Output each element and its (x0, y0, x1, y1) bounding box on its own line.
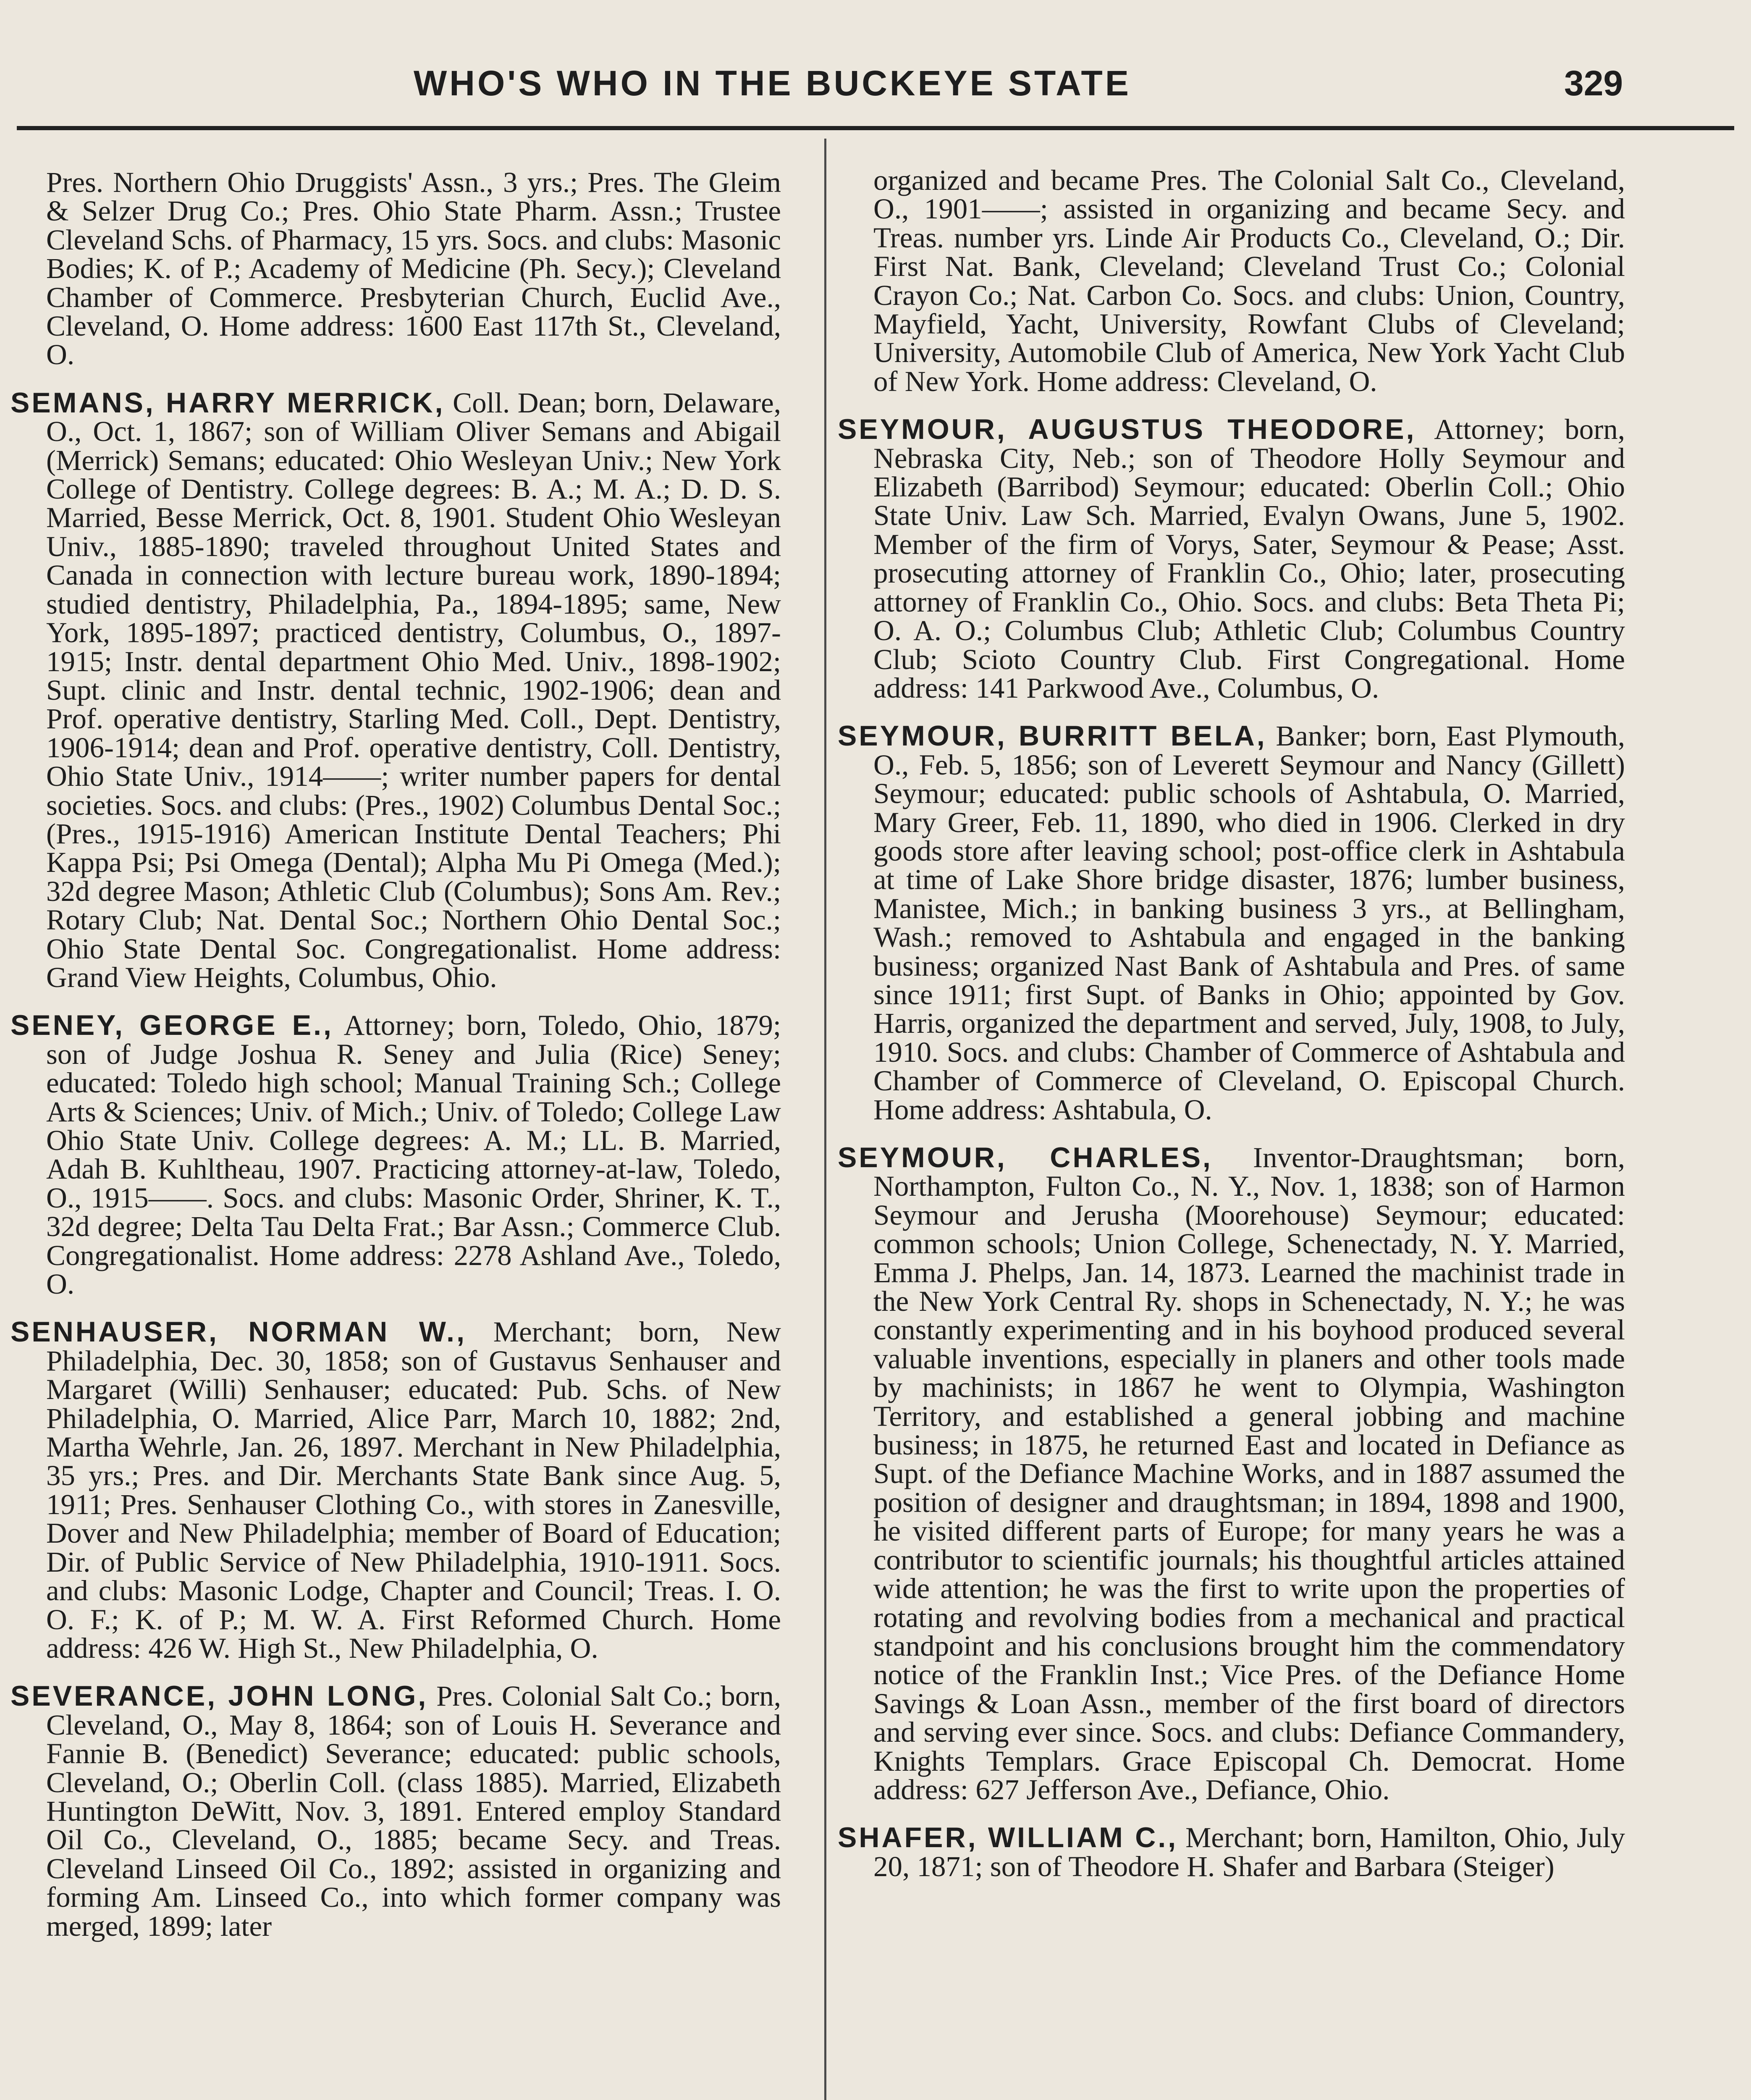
entry-text: Attorney; born, Nebraska City, Neb.; son of Theodore Holly Seymour and Elizabeth (Barribod) Seymour; educated: Oberlin Coll.; Ohio State Univ. Law Sch. Married, Evalyn Owans, June 5, 1902. Member of the firm of Vorys, Sater, Seymour & Pease; Asst. prosecuting attorney of Franklin Co., Ohio; later, prosecuting attorney of Franklin Co., Ohio. Socs. and clubs: Beta Theta Pi; O. A. O.; Columbus Club; Athletic Club; Columbus Country Club; Scioto Country Club. First Congregational. Home address: 141 Parkwood Ave., Columbus, O. (873, 413, 1625, 704)
left-column (10, 168, 781, 1960)
biography-entry (10, 1318, 781, 1662)
entry-text: Inventor-Draughtsman; born, Northampton, Fulton Co., N. Y., Nov. 1, 1838; son of Harmon Seymour and Jerusha (Moorehouse) Seymour; educated: common schools; Union College, Schenectady, N. Y. Married, Emma J. Phelps, Jan. 14, 1873. Learned the machinist trade in the New York Central Ry. shops in Schenectady, N. Y.; he was constantly experimenting and in his boyhood produced several valuable inventions, especially in planers and other tools made by machinists; in 1867 he went to Olympia, Washington Territory, and established a general jobbing and machine business; in 1875, he returned East and located in Defiance as Supt. of the Defiance Machine Works, and in 1887 assumed the position of designer and draughtsman; in 1894, 1898 and 1900, he visited different parts of Europe; for many years he was a contributor to scientific journals; his thoughtful articles attained wide attention; he was the first to write upon the properties of rotating and revolving bodies from a mechanical and practical standpoint and his conclusions brought him the commendatory notice of the Franklin Inst.; Vice Pres. of the Defiance Home Savings & Loan Assn., member of the first board of directors and serving ever since. Socs. and clubs: Defiance Commandery, Knights Templars. Grace Episcopal Ch. Democrat. Home address: 627 Jefferson Ave., Defiance, Ohio. (873, 1142, 1625, 1806)
running-head: WHO'S WHO IN THE BUCKEYE STATE (414, 63, 1131, 103)
header-rule (17, 126, 1734, 130)
entry-name: SENHAUSER, NORMAN W., (10, 1316, 467, 1348)
biography-entry (838, 1143, 1625, 1804)
entry-name: SEMANS, HARRY MERRICK, (10, 386, 445, 419)
column-divider (824, 139, 826, 2100)
continued-entry-text: organized and became Pres. The Colonial Salt Co., Cleveland, O., 1901——; assisted in organizing and became Secy. and Treas. number yrs. Linde Air Products Co., Cleveland, O.; Dir. First Nat. Bank, Cleveland; Cleveland Trust Co.; Colonial Crayon Co.; Nat. Carbon Co. Socs. and clubs: Union, Country, Mayfield, Yacht, University, Rowfant Clubs of Cleveland; University, Automobile Club of America, New York Yacht Club of New York. Home address: Cleveland, O. (873, 164, 1625, 397)
right-column (838, 166, 1625, 1900)
entry-name: SEYMOUR, AUGUSTUS THEODORE, (838, 413, 1416, 446)
entry-text: Merchant; born, New Philadelphia, Dec. 30, 1858; son of Gustavus Senhauser and Margaret (Willi) Senhauser; educated: Pub. Schs. of New Philadelphia, O. Married, Alice Parr, March 10, 1882; 2nd, Martha Wehrle, Jan. 26, 1897. Merchant in New Philadelphia, 35 yrs.; Pres. and Dir. Merchants State Bank since Aug. 5, 1911; Pres. Senhauser Clothing Co., with stores in Zanesville, Dover and New Philadelphia; member of Board of Education; Dir. of Public Service of New Philadelphia, 1910-1911. Socs. and clubs: Masonic Lodge, Chapter and Council; Treas. I. O. O. F.; K. of P.; M. W. A. First Reformed Church. Home address: 426 W. High St., New Philadelphia, O. (46, 1316, 781, 1664)
biography-entry (838, 1823, 1625, 1881)
entry-text: Attorney; born, Toledo, Ohio, 1879; son of Judge Joshua R. Seney and Julia (Rice) Seney; educated: Toledo high school; Manual Training Sch.; College Arts & Sciences; Univ. of Mich.; Univ. of Toledo; College Law Ohio State Univ. College degrees: A. M.; LL. B. Married, Adah B. Kuhltheau, 1907. Practicing attorney-at-law, Toledo, O., 1915——. Socs. and clubs: Masonic Order, Shriner, K. T., 32d degree; Delta Tau Delta Frat.; Bar Assn.; Commerce Club. Congregationalist. Home address: 2278 Ashland Ave., Toledo, O. (46, 1009, 781, 1300)
entry-text: Merchant; born, Hamilton, Ohio, July 20, 1871; son of Theodore H. Shafer and Barbara (Steiger) (873, 1822, 1625, 1882)
biography-entry (10, 388, 781, 992)
biography-entry (838, 415, 1625, 702)
entry-text: Coll. Dean; born, Delaware, O., Oct. 1, 1867; son of William Oliver Semans and Abigail (Merrick) Semans; educated: Ohio Wesleyan Univ.; New York College of Dentistry. College degrees: B. A.; M. A.; D. D. S. Married, Besse Merrick, Oct. 8, 1901. Student Ohio Wesleyan Univ., 1885-1890; traveled throughout United States and Canada in connection with lecture bureau work, 1890-1894; studied dentistry, Philadelphia, Pa., 1894-1895; same, New York, 1895-1897; practiced dentistry, Columbus, O., 1897-1915; Instr. dental department Ohio Med. Univ., 1898-1902; Supt. clinic and Instr. dental technic, 1902-1906; dean and Prof. operative dentistry, Starling Med. Coll., Dept. Dentistry, 1906-1914; dean and Prof. operative dentistry, Coll. Dentistry, Ohio State Univ., 1914——; writer number papers for dental societies. Socs. and clubs: (Pres., 1902) Columbus Dental Soc.; (Pres., 1915-1916) American Institute Dental Teachers; Phi Kappa Psi; Psi Omega (Dental); Alpha Mu Pi Omega (Med.); 32d degree Mason; Athletic Club (Columbus); Sons Am. Rev.; Rotary Club; Nat. Dental Soc.; Northern Ohio Dental Soc.; Ohio State Dental Soc. Congregationalist. Home address: Grand View Heights, Columbus, Ohio. (46, 386, 781, 993)
biography-entry (10, 1682, 781, 1940)
entry-name: SHAFER, WILLIAM C., (838, 1822, 1178, 1854)
biography-entry (838, 722, 1625, 1124)
entry-text: Banker; born, East Plymouth, O., Feb. 5, 1856; son of Leverett Seymour and Nancy (Gillett) Seymour; educated: public schools of Ashtabula, O. Married, Mary Greer, Feb. 11, 1890, who died in 1906. Clerked in dry goods store after leaving school; post-office clerk in Ashtabula at time of Lake Shore bridge disaster, 1876; lumber business, Manistee, Mich.; in banking business 3 yrs., at Bellingham, Wash.; removed to Ashtabula and engaged in the banking business; organized Nast Bank of Ashtabula and Pres. of same since 1911; first Supt. of Banks in Ohio; appointed by Gov. Harris, organized the department and served, July, 1908, to July, 1910. Socs. and clubs: Chamber of Commerce of Ashtabula and Chamber of Commerce of Cleveland, O. Episcopal Church. Home address: Ashtabula, O. (873, 720, 1625, 1126)
entry-name: SEVERANCE, JOHN LONG, (10, 1680, 428, 1712)
continued-entry-text: Pres. Northern Ohio Druggists' Assn., 3 yrs.; Pres. The Gleim & Selzer Drug Co.; Pres. Ohio State Pharm. Assn.; Trustee Cleveland Schs. of Pharmacy, 15 yrs. Socs. and clubs: Masonic Bodies; K. of P.; Academy of Medicine (Ph. Secy.); Cleveland Chamber of Commerce. Presbyterian Church, Euclid Ave., Cleveland, O. Home address: 1600 East 117th St., Cleveland, O. (46, 166, 781, 371)
entry-text: Pres. Colonial Salt Co.; born, Cleveland, O., May 8, 1864; son of Louis H. Severance and Fannie B. (Benedict) Severance; educated: public schools, Cleveland, O.; Oberlin Coll. (class 1885). Married, Elizabeth Huntington DeWitt, Nov. 3, 1891. Entered employ Standard Oil Co., Cleveland, O., 1885; became Secy. and Treas. Cleveland Linseed Oil Co., 1892; assisted in organizing and forming Am. Linseed Co., into which former company was merged, 1899; later (46, 1680, 781, 1942)
biography-entry (10, 1011, 781, 1298)
entry-name: SEYMOUR, BURRITT BELA, (838, 720, 1267, 752)
entry-name: SENEY, GEORGE E., (10, 1009, 333, 1042)
entry-name: SEYMOUR, CHARLES, (838, 1142, 1213, 1173)
page-number: 329 (1564, 63, 1623, 103)
